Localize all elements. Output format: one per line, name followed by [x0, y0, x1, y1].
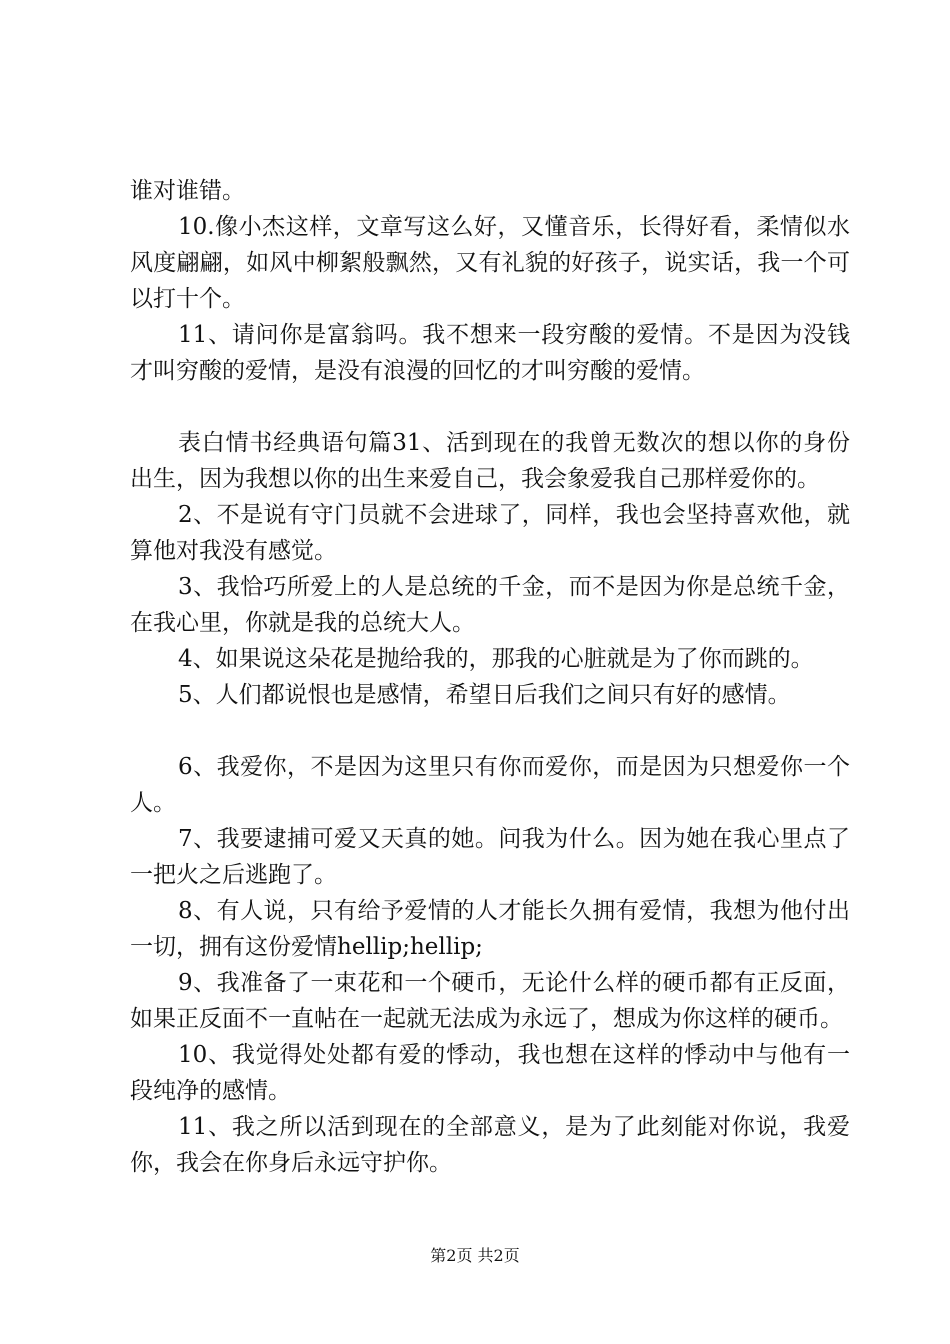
page-number-label: 第2页 共2页	[430, 1246, 520, 1265]
paragraph-item-3: 3、我恰巧所爱上的人是总统的千金，而不是因为你是总统千金，在我心里，你就是我的总统大人。	[130, 574, 850, 636]
page-footer	[0, 1246, 950, 1266]
paragraph-item-10: 10.像小杰这样，文章写这么好，又懂音乐，长得好看，柔情似水风度翩翩，如风中柳絮般飘然，又有礼貌的好孩子，说实话，我一个可以打十个。	[130, 214, 850, 312]
paragraph-continuation: 谁对谁错。	[130, 178, 245, 204]
paragraph-item-5: 5、人们都说恨也是感情，希望日后我们之间只有好的感情。	[178, 682, 791, 708]
document-body	[130, 173, 850, 1181]
paragraph-item-6: 6、我爱你，不是因为这里只有你而爱你，而是因为只想爱你一个人。	[130, 754, 850, 816]
paragraph-item-2: 2、不是说有守门员就不会进球了，同样，我也会坚持喜欢他，就算他对我没有感觉。	[130, 502, 850, 564]
paragraph-item-11: 11、请问你是富翁吗。我不想来一段穷酸的爱情。不是因为没钱才叫穷酸的爱情，是没有浪漫的回忆的才叫穷酸的爱情。	[130, 322, 850, 384]
paragraph-item-9: 9、我准备了一束花和一个硬币，无论什么样的硬币都有正反面，如果正反面不一直帖在一起就无法成为永远了，想成为你这样的硬币。	[130, 970, 850, 1032]
paragraph-item-11b: 11、我之所以活到现在的全部意义，是为了此刻能对你说，我爱你，我会在你身后永远守护你。	[130, 1114, 850, 1176]
paragraph-item-8: 8、有人说，只有给予爱情的人才能长久拥有爱情，我想为他付出一切，拥有这份爱情hellip;hellip;	[130, 898, 850, 960]
paragraph-item-7: 7、我要逮捕可爱又天真的她。问我为什么。因为她在我心里点了一把火之后逃跑了。	[130, 826, 850, 888]
paragraph-item-10b: 10、我觉得处处都有爱的悸动，我也想在这样的悸动中与他有一段纯净的感情。	[130, 1042, 850, 1104]
paragraph-section-intro: 表白情书经典语句篇31、活到现在的我曾无数次的想以你的身份出生，因为我想以你的出生来爱自己，我会象爱我自己那样爱你的。	[130, 430, 850, 492]
paragraph-item-4: 4、如果说这朵花是抛给我的，那我的心脏就是为了你而跳的。	[178, 646, 814, 672]
